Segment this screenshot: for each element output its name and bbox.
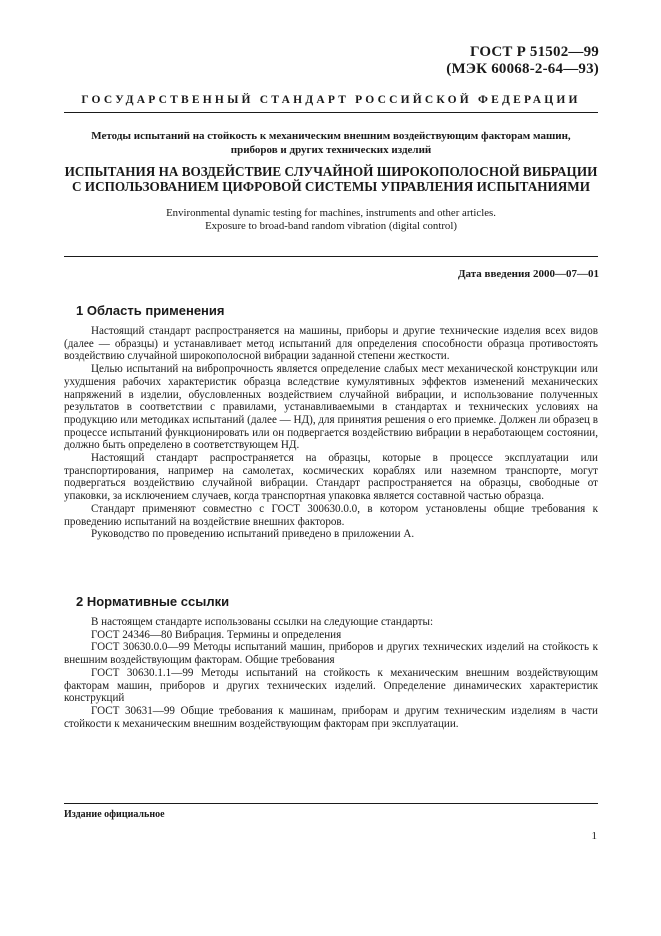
edition-label: Издание официальное xyxy=(64,809,165,820)
english-title xyxy=(64,207,598,232)
section-heading: 2 Нормативные ссылки xyxy=(76,594,230,609)
document-title xyxy=(64,164,598,194)
middle-divider xyxy=(64,256,598,257)
subtitle-line2: приборов и других технических изделий xyxy=(230,144,432,156)
section-heading: 1 Область применения xyxy=(76,303,225,318)
paragraph: Настоящий стандарт распространяется на машины, приборы и другие технические изделия всех видов (далее — образцы) и устанавливает метод испытаний для определения способности образца противостоять воздействию случайной широкополосной вибрации заданной степени жесткости. xyxy=(64,325,598,363)
paragraph: Настоящий стандарт распространяется на образцы, которые в процессе эксплуатации или транспортирования, например на самолетах, космических кораблях или наземном транспорте, могут подвергаться воздействию случайной вибрации. Стандарт распространяется на образцы, свободные от упаковки, за исключением случаев, когда транспортная упаковка является составной частью образца. xyxy=(64,452,598,503)
english-title-line2: Exposure to broad-band random vibration (digital control) xyxy=(205,219,457,232)
introduction-date: Дата введения 2000—07—01 xyxy=(457,268,599,280)
english-title-line1: Environmental dynamic testing for machines, instruments and other articles. xyxy=(166,207,496,219)
section-scope xyxy=(64,303,598,541)
paragraph: В настоящем стандарте использованы ссылки на следующие стандарты: xyxy=(91,616,434,628)
paragraph: Стандарт применяют совместно с ГОСТ 300630.0.0, в котором установлены общие требования к проведению испытаний на воздействие внешних факторов. xyxy=(64,502,598,528)
standard-code xyxy=(446,44,599,78)
organization-title: ГОСУДАРСТВЕННЫЙ СТАНДАРТ РОССИЙСКОЙ ФЕДЕРАЦИИ xyxy=(81,94,581,106)
reference-item: ГОСТ 30630.0.0—99 Методы испытаний машин, приборов и других технических изделий на стойкость к внешним воздействующим факторам. Общие требования xyxy=(64,641,598,667)
page-number: 1 xyxy=(591,830,597,842)
reference-item: ГОСТ 24346—80 Вибрация. Термины и определения xyxy=(91,628,342,641)
subtitle-line1: Методы испытаний на стойкость к механическим внешним воздействующим факторам машин, xyxy=(91,130,571,142)
paragraph: Руководство по проведению испытаний приведено в приложении А. xyxy=(91,528,415,541)
reference-item: ГОСТ 30631—99 Общие требования к машинам, приборам и другим техническим изделиям в части стойкости к механическим внешним воздействующим факторам при эксплуатации. xyxy=(64,704,598,730)
footer-divider xyxy=(64,803,598,804)
title-line1: ИСПЫТАНИЯ НА ВОЗДЕЙСТВИЕ СЛУЧАЙНОЙ ШИРОКОПОЛОСНОЙ ВИБРАЦИИ xyxy=(64,164,598,179)
top-divider xyxy=(64,112,598,113)
standard-code-line1: ГОСТ Р 51502—99 xyxy=(469,44,599,60)
document-subtitle xyxy=(74,129,588,157)
standard-code-line2: (МЭК 60068-2-64—93) xyxy=(446,61,599,77)
section-normative-references xyxy=(64,594,598,730)
title-line2: С ИСПОЛЬЗОВАНИЕМ ЦИФРОВОЙ СИСТЕМЫ УПРАВЛЕНИЯ ИСПЫТАНИЯМИ xyxy=(71,179,590,194)
paragraph: Целью испытаний на вибропрочность является определение слабых мест механической конструкции или ухудшения рабочих характеристик образца вследствие кумулятивных эффектов изменений механических напряжений в изделии, обусловленных воздействием случайной вибрации, и использование полученных результатов в соответствии с правилами, устанавливаемыми в стандартах и технических условиях на продукцию или методиках испытаний (далее — НД), для принятия решения о его приемке. Должен ли образец в процессе испытаний функционировать или он подвергается воздействию вибрации в неработающем состоянии, должно быть определено в соответствующем НД. xyxy=(64,363,598,452)
reference-item: ГОСТ 30630.1.1—99 Методы испытаний на стойкость к механическим внешним воздействующим факторам машин, приборов и других технических изделий. Определение динамических характеристик конструкций xyxy=(64,666,598,705)
